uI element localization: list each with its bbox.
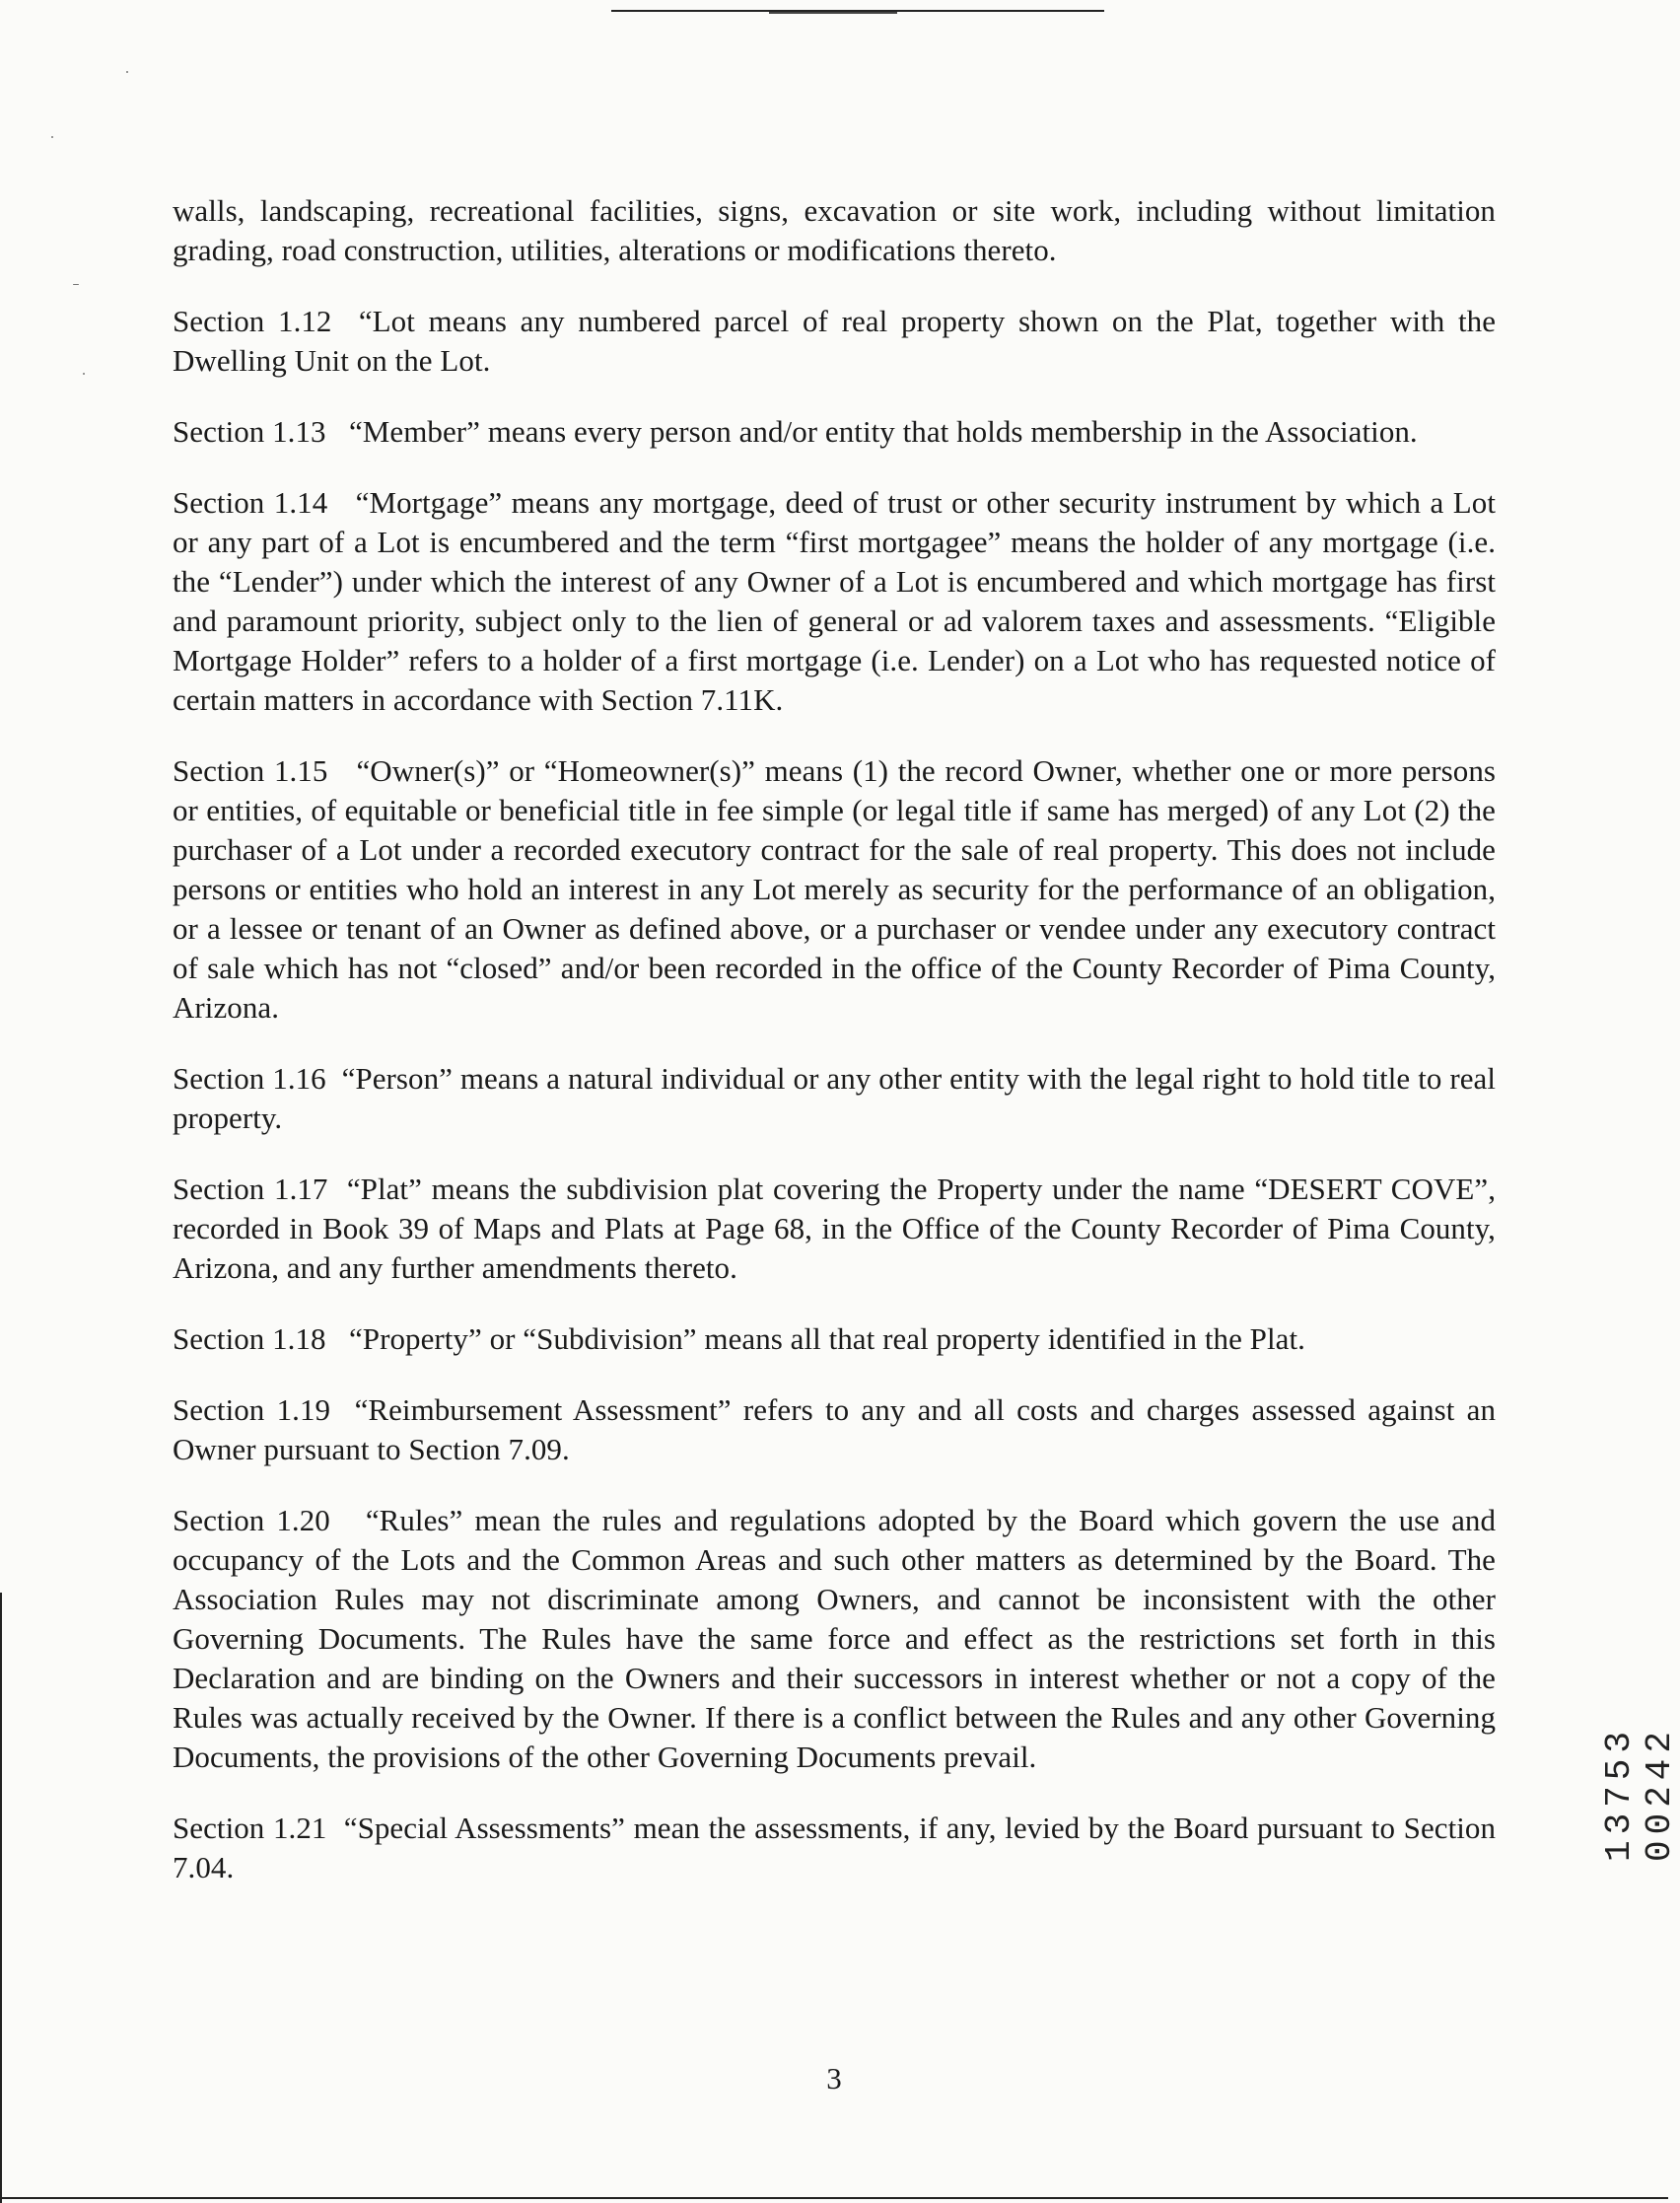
paragraph-text: “Mortgage” means any mortgage, deed of trust or other security instrument by which a Lot or any part of a Lot is encumbered and the term “first mortgagee” means the holder of any mortgage (i.e. the “Lender”) under which the interest of any Owner of a Lot is encumbered and which mortgage has first and paramount priority, subject only to the lien of general or ad valorem taxes and assessments. “Eligible Mortgage Holder” refers to a holder of a first mortgage (i.e. Lender) on a Lot who has requested notice of certain matters in accordance with Section 7.11K. <box>173 485 1496 717</box>
paragraph-section-1-17 <box>173 1170 1496 1288</box>
paragraph-section-1-13 <box>173 412 1496 452</box>
scan-speck <box>126 71 128 73</box>
paragraph-continuation <box>173 191 1496 270</box>
left-border <box>0 1765 2 2203</box>
paragraph-text: “Owner(s)” or “Homeowner(s)” means (1) the record Owner, whether one or more persons or entities, of equitable or beneficial title in fee simple (or legal title if same has merged) of any Lot (2) the purchaser of a Lot under a recorded executory contract for the sale of real property. This does not include persons or entities who hold an interest in any Lot merely as security for the performance of an obligation, or a lessee or tenant of an Owner as defined above, or a purchaser or vendee under any executory contract of sale which has not “closed” and/or been recorded in the office of the County Recorder of Pima County, Arizona. <box>173 753 1496 1025</box>
paragraph-section-1-16 <box>173 1059 1496 1138</box>
scan-speck <box>83 373 85 375</box>
recording-stamp <box>1599 1586 1680 1862</box>
paragraph-section-1-20 <box>173 1501 1496 1777</box>
paragraph-section-1-14 <box>173 483 1496 720</box>
paragraph-text: “Special Assessments” mean the assessments, if any, levied by the Board pursuant to Section 7.04. <box>173 1811 1497 1884</box>
paragraph-text: “Member” means every person and/or entity that holds membership in the Association. <box>349 414 1418 449</box>
bottom-border <box>0 2197 1668 2199</box>
document-body <box>173 191 1496 1919</box>
section-number: Section 1.17 <box>173 1172 347 1206</box>
paragraph-section-1-12 <box>173 302 1496 381</box>
section-number: Section 1.14 <box>173 485 356 520</box>
section-number: Section 1.19 <box>173 1392 355 1427</box>
paragraph-section-1-18 <box>173 1319 1496 1359</box>
paragraph-text: “Plat” means the subdivision plat covering the Property under the name “DESERT COVE”, recorded in Book 39 of Maps and Plats at Page 68, in the Office of the County Recorder of Pima County, Arizona, and any further amendments thereto. <box>173 1172 1496 1285</box>
paragraph-text: walls, landscaping, recreational facilities, signs, excavation or site work, including without limitation grading, road construction, utilities, alterations or modifications thereto. <box>173 193 1496 267</box>
paragraph-section-1-15 <box>173 751 1496 1028</box>
paragraph-text: “Property” or “Subdivision” means all that real property identified in the Plat. <box>349 1321 1305 1356</box>
paragraph-section-1-21 <box>173 1809 1496 1887</box>
section-number: Section 1.21 <box>173 1811 344 1845</box>
section-number: Section 1.16 <box>173 1061 342 1096</box>
section-number: Section 1.13 <box>173 414 349 449</box>
scan-speck <box>51 136 53 138</box>
scan-speck <box>73 284 79 285</box>
left-margin-tick <box>0 1593 2 1765</box>
paragraph-text: “Person” means a natural individual or any other entity with the legal right to hold title to real property. <box>173 1061 1496 1135</box>
paragraph-section-1-19 <box>173 1390 1496 1469</box>
section-number: Section 1.20 <box>173 1503 366 1537</box>
page-number: 3 <box>826 2061 842 2096</box>
section-number: Section 1.18 <box>173 1321 349 1356</box>
paragraph-text: “Lot means any numbered parcel of real property shown on the Plat, together with the Dwelling Unit on the Lot. <box>173 304 1496 378</box>
section-number: Section 1.15 <box>173 753 357 788</box>
paragraph-text: “Rules” mean the rules and regulations adopted by the Board which govern the use and occupancy of the Lots and the Common Areas and such other matters as determined by the Board. The Association Rules may not discriminate among Owners, and cannot be inconsistent with the other Governing Documents. The Rules have the same force and effect as the restrictions set forth in this Declaration and are binding on the Owners and their successors in interest whether or not a copy of the Rules was actually received by the Owner. If there is a conflict between the Rules and any other Governing Documents, the provisions of the other Governing Documents prevail. <box>173 1503 1496 1774</box>
top-rule-accent <box>769 12 897 14</box>
paragraph-text: “Reimbursement Assessment” refers to any and all costs and charges assessed against an Owner pursuant to Section 7.09. <box>173 1392 1497 1466</box>
section-number: Section 1.12 <box>173 304 359 338</box>
recording-stamp-text: 13753 00242 <box>1599 1725 1680 1862</box>
